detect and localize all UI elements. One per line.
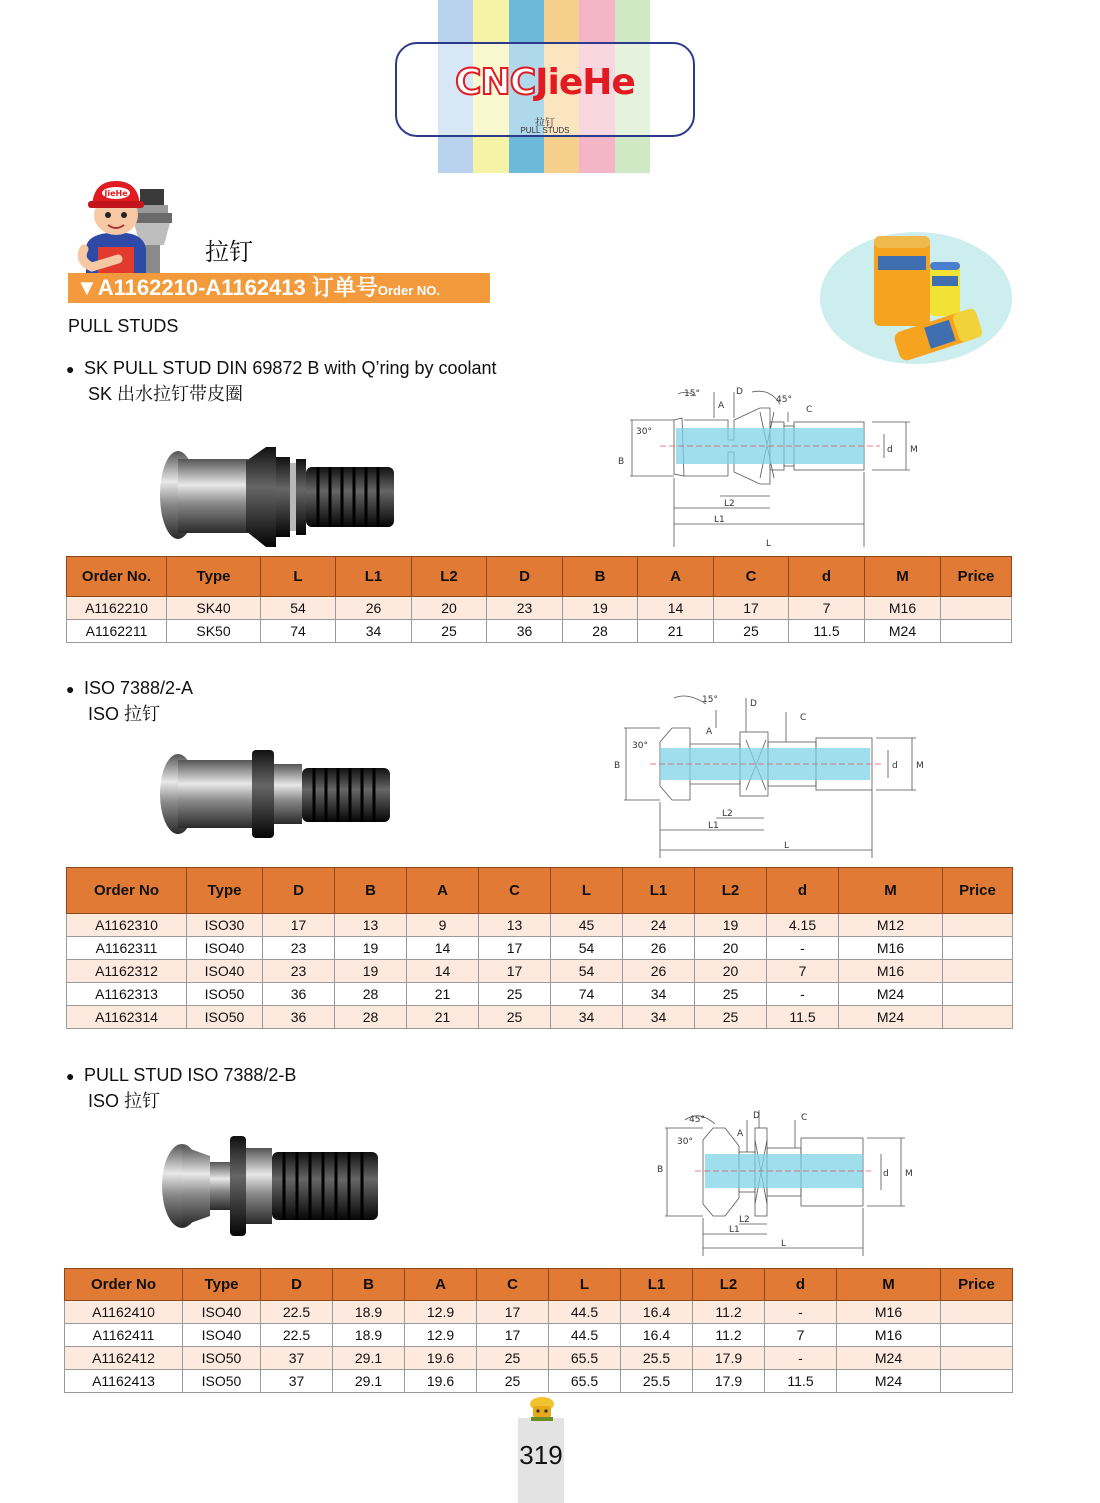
column-header: M: [865, 557, 941, 597]
dim-label-l2: L2: [722, 809, 733, 819]
dim-angle-15: 15°: [684, 389, 700, 399]
column-header: D: [263, 868, 335, 914]
price-cell: [941, 1347, 1013, 1370]
column-header: Order No: [65, 1269, 183, 1301]
table-cell: 20: [412, 597, 487, 620]
sk-pull-stud-drawing: [610, 382, 930, 552]
table-cell: 16.4: [621, 1301, 693, 1324]
table-cell: 54: [261, 597, 336, 620]
dim-label-a: A: [706, 727, 713, 737]
table-row: [65, 1347, 1013, 1370]
table-cell: ISO30: [187, 914, 263, 937]
table-cell: 25: [695, 983, 767, 1006]
table-cell: 65.5: [549, 1370, 621, 1393]
table-cell: 25.5: [621, 1347, 693, 1370]
table-row: [65, 1370, 1013, 1393]
table-cell: 11.2: [693, 1301, 765, 1324]
dim-label-m: M: [916, 761, 924, 771]
dim-label-d: d: [892, 761, 898, 771]
table-cell: M24: [837, 1370, 941, 1393]
dim-label-a: A: [718, 401, 725, 411]
sk-pull-stud-table: [66, 556, 1012, 643]
table-cell: 11.5: [765, 1370, 837, 1393]
order-number-cell: A1162314: [67, 1006, 187, 1029]
table-cell: 34: [551, 1006, 623, 1029]
table-row: [67, 597, 1012, 620]
table-cell: 26: [623, 937, 695, 960]
column-header: A: [407, 868, 479, 914]
order-number-cell: A1162310: [67, 914, 187, 937]
column-header: d: [767, 868, 839, 914]
table-cell: M24: [865, 620, 941, 643]
dim-label-l2: L2: [739, 1215, 750, 1225]
dim-label-c: C: [801, 1113, 808, 1123]
column-header: Price: [941, 1269, 1013, 1301]
dim-label-m: M: [905, 1169, 913, 1179]
table-cell: 19.6: [405, 1347, 477, 1370]
brand-logo: [395, 42, 695, 137]
table-cell: 54: [551, 960, 623, 983]
iso-b-pull-stud-drawing: [655, 1100, 915, 1260]
dim-label-l: L: [781, 1239, 787, 1249]
column-header: L2: [695, 868, 767, 914]
section-1-title: [66, 356, 497, 407]
order-label-cn: 订单号: [305, 275, 378, 300]
column-header: L2: [693, 1269, 765, 1301]
section-2-title-en: ISO 7388/2-A: [84, 678, 194, 698]
table-row: [65, 1324, 1013, 1347]
table-cell: 25: [477, 1370, 549, 1393]
iso-b-pull-stud-table: [64, 1268, 1013, 1393]
column-header: d: [765, 1269, 837, 1301]
bullet-icon: ●: [66, 361, 75, 377]
table-cell: 18.9: [333, 1324, 405, 1347]
column-header: M: [839, 868, 943, 914]
section-3-title-cn: ISO 拉钉: [88, 1091, 161, 1111]
table-cell: 17: [263, 914, 335, 937]
column-header: d: [789, 557, 865, 597]
table-cell: M16: [839, 937, 943, 960]
page-subtitle: PULL STUDS: [68, 316, 179, 336]
column-header: Type: [187, 868, 263, 914]
logo-subtitle-cn: 拉钉: [535, 118, 555, 129]
table-cell: ISO50: [187, 1006, 263, 1029]
table-cell: SK40: [167, 597, 261, 620]
order-number-cell: A1162312: [67, 960, 187, 983]
order-number-cell: A1162311: [67, 937, 187, 960]
dim-label-b: B: [618, 457, 625, 467]
dim-label-l1: L1: [714, 515, 725, 525]
column-header: L1: [336, 557, 412, 597]
column-header: C: [477, 1269, 549, 1301]
price-cell: [943, 937, 1013, 960]
bullet-icon: ●: [66, 681, 75, 697]
table-cell: 21: [407, 1006, 479, 1029]
table-cell: 17.9: [693, 1347, 765, 1370]
table-cell: 14: [407, 960, 479, 983]
column-header: Type: [167, 557, 261, 597]
dim-label-b: B: [657, 1165, 664, 1175]
price-cell: [941, 597, 1012, 620]
dim-label-l: L: [784, 841, 790, 851]
table-cell: 36: [263, 1006, 335, 1029]
section-3-title-en: PULL STUD ISO 7388/2-B: [84, 1065, 297, 1085]
table-cell: 17: [477, 1324, 549, 1347]
table-cell: 14: [407, 937, 479, 960]
table-cell: 37: [261, 1370, 333, 1393]
iso-b-pull-stud-photo: [160, 1134, 382, 1239]
table-cell: 28: [335, 983, 407, 1006]
dim-angle-45: 45°: [776, 395, 792, 405]
column-header: D: [261, 1269, 333, 1301]
column-header: B: [333, 1269, 405, 1301]
dim-label-l: L: [766, 539, 772, 549]
chef-mascot-icon: [528, 1396, 556, 1422]
table-cell: 25.5: [621, 1370, 693, 1393]
bullet-icon: ●: [66, 1068, 75, 1084]
table-cell: M16: [865, 597, 941, 620]
column-header: Price: [943, 868, 1013, 914]
dim-angle-15: 15°: [702, 695, 718, 705]
table-cell: M16: [837, 1301, 941, 1324]
table-cell: 20: [695, 960, 767, 983]
iso-a-pull-stud-photo: [158, 748, 394, 840]
section-1-title-en: SK PULL STUD DIN 69872 B with Q’ring by coolant: [84, 358, 497, 378]
table-cell: 34: [336, 620, 412, 643]
mascot-icon: [78, 175, 183, 275]
dim-angle-30: 30°: [677, 1137, 693, 1147]
table-cell: M24: [839, 1006, 943, 1029]
dim-angle-45: 45°: [689, 1115, 705, 1125]
price-cell: [941, 1370, 1013, 1393]
dim-label-a: A: [737, 1129, 744, 1139]
price-cell: [941, 620, 1012, 643]
table-cell: ISO40: [187, 960, 263, 983]
table-cell: 74: [261, 620, 336, 643]
table-cell: M16: [839, 960, 943, 983]
table-cell: 65.5: [549, 1347, 621, 1370]
table-cell: 17: [477, 1301, 549, 1324]
table-cell: 7: [789, 597, 865, 620]
column-header: A: [405, 1269, 477, 1301]
table-cell: 17: [714, 597, 789, 620]
table-cell: 17: [479, 960, 551, 983]
table-cell: 25: [412, 620, 487, 643]
dim-label-l1: L1: [729, 1225, 740, 1235]
table-row: [67, 983, 1013, 1006]
table-cell: 34: [623, 983, 695, 1006]
dim-label-d-upper: D: [753, 1111, 760, 1121]
price-cell: [941, 1324, 1013, 1347]
column-header: L1: [621, 1269, 693, 1301]
table-cell: 17.9: [693, 1370, 765, 1393]
table-cell: 74: [551, 983, 623, 1006]
sk-pull-stud-photo: [158, 445, 408, 550]
table-cell: 25: [477, 1347, 549, 1370]
order-number-cell: A1162412: [65, 1347, 183, 1370]
table-cell: 25: [479, 983, 551, 1006]
order-number-cell: A1162211: [67, 620, 167, 643]
section-2-title: [66, 676, 193, 727]
table-header-row: [65, 1269, 1013, 1301]
column-header: D: [487, 557, 563, 597]
table-cell: ISO40: [183, 1301, 261, 1324]
table-cell: 21: [638, 620, 714, 643]
table-cell: 19: [563, 597, 638, 620]
table-cell: -: [765, 1301, 837, 1324]
logo-subtitle-en: PULL STUDS: [520, 126, 570, 135]
table-cell: ISO40: [183, 1324, 261, 1347]
section-1-title-cn: SK 出水拉钉带皮圈: [88, 384, 244, 404]
price-cell: [943, 1006, 1013, 1029]
dim-label-c: C: [806, 405, 813, 415]
column-header: L2: [412, 557, 487, 597]
table-cell: 45: [551, 914, 623, 937]
column-header: Order No.: [67, 557, 167, 597]
column-header: A: [638, 557, 714, 597]
table-row: [65, 1301, 1013, 1324]
mascot-cap-text: JieHe: [104, 189, 128, 198]
table-cell: M24: [837, 1347, 941, 1370]
table-cell: 54: [551, 937, 623, 960]
column-header: C: [479, 868, 551, 914]
table-cell: 7: [765, 1324, 837, 1347]
table-cell: -: [765, 1347, 837, 1370]
column-header: L1: [623, 868, 695, 914]
price-cell: [943, 983, 1013, 1006]
section-3-title: [66, 1063, 296, 1114]
table-cell: SK50: [167, 620, 261, 643]
table-cell: 11.5: [789, 620, 865, 643]
column-header: L: [549, 1269, 621, 1301]
order-number-cell: A1162411: [65, 1324, 183, 1347]
dim-label-m: M: [910, 445, 918, 455]
column-header: Type: [183, 1269, 261, 1301]
table-cell: 12.9: [405, 1301, 477, 1324]
brand-wordmark: [397, 62, 693, 103]
table-row: [67, 1006, 1013, 1029]
table-cell: M16: [837, 1324, 941, 1347]
table-cell: 37: [261, 1347, 333, 1370]
table-cell: 34: [623, 1006, 695, 1029]
table-cell: M24: [839, 983, 943, 1006]
table-cell: 4.15: [767, 914, 839, 937]
table-cell: 20: [695, 937, 767, 960]
table-cell: 25: [695, 1006, 767, 1029]
table-cell: 25: [714, 620, 789, 643]
table-row: [67, 620, 1012, 643]
table-cell: 29.1: [333, 1370, 405, 1393]
dim-label-c: C: [800, 713, 807, 723]
order-number-cell: A1162413: [65, 1370, 183, 1393]
table-cell: 19.6: [405, 1370, 477, 1393]
section-2-title-cn: ISO 拉钉: [88, 704, 161, 724]
table-cell: 16.4: [621, 1324, 693, 1347]
table-cell: 17: [479, 937, 551, 960]
dim-label-l2: L2: [724, 499, 735, 509]
column-header: B: [335, 868, 407, 914]
table-cell: 14: [638, 597, 714, 620]
table-header-row: [67, 868, 1013, 914]
order-number-cell: A1162210: [67, 597, 167, 620]
table-cell: 19: [335, 960, 407, 983]
table-cell: ISO50: [183, 1370, 261, 1393]
table-cell: 23: [263, 937, 335, 960]
page-title-cn: 拉钉: [205, 239, 253, 266]
dim-label-d-upper: D: [750, 699, 757, 709]
column-header: C: [714, 557, 789, 597]
table-cell: 13: [479, 914, 551, 937]
table-row: [67, 914, 1013, 937]
table-cell: 18.9: [333, 1301, 405, 1324]
table-cell: 29.1: [333, 1347, 405, 1370]
order-range-banner: [68, 273, 490, 303]
table-cell: M12: [839, 914, 943, 937]
table-cell: 23: [263, 960, 335, 983]
table-cell: 19: [695, 914, 767, 937]
table-cell: 36: [487, 620, 563, 643]
column-header: Price: [941, 557, 1012, 597]
table-cell: 26: [336, 597, 412, 620]
product-packaging-photo: [818, 228, 1014, 366]
table-cell: 24: [623, 914, 695, 937]
table-cell: 7: [767, 960, 839, 983]
dim-label-d-upper: D: [736, 387, 743, 397]
iso-a-pull-stud-drawing: [610, 690, 930, 860]
brand-name: JieHe: [535, 62, 635, 103]
table-cell: 13: [335, 914, 407, 937]
order-number-cell: A1162313: [67, 983, 187, 1006]
dim-label-l1: L1: [708, 821, 719, 831]
table-cell: 44.5: [549, 1324, 621, 1347]
table-cell: 11.5: [767, 1006, 839, 1029]
table-cell: -: [767, 937, 839, 960]
table-cell: -: [767, 983, 839, 1006]
price-cell: [941, 1301, 1013, 1324]
price-cell: [943, 914, 1013, 937]
iso-a-pull-stud-table: [66, 867, 1013, 1029]
table-row: [67, 937, 1013, 960]
table-cell: 44.5: [549, 1301, 621, 1324]
dim-angle-30: 30°: [636, 427, 652, 437]
table-cell: 36: [263, 983, 335, 1006]
dim-label-b: B: [614, 761, 621, 771]
table-cell: 22.5: [261, 1324, 333, 1347]
dim-label-d: d: [887, 445, 893, 455]
table-cell: 28: [563, 620, 638, 643]
table-cell: 26: [623, 960, 695, 983]
column-header: B: [563, 557, 638, 597]
column-header: L: [261, 557, 336, 597]
table-cell: ISO50: [187, 983, 263, 1006]
dim-label-d: d: [883, 1169, 889, 1179]
table-cell: 28: [335, 1006, 407, 1029]
column-header: M: [837, 1269, 941, 1301]
order-label-en: Order NO.: [377, 283, 440, 298]
table-cell: 19: [335, 937, 407, 960]
table-cell: 21: [407, 983, 479, 1006]
price-cell: [943, 960, 1013, 983]
table-cell: ISO40: [187, 937, 263, 960]
table-row: [67, 960, 1013, 983]
table-cell: 9: [407, 914, 479, 937]
table-cell: 25: [479, 1006, 551, 1029]
table-header-row: [67, 557, 1012, 597]
page-number: 319: [519, 1440, 563, 1470]
table-cell: 12.9: [405, 1324, 477, 1347]
table-cell: 22.5: [261, 1301, 333, 1324]
table-cell: 23: [487, 597, 563, 620]
table-cell: 11.2: [693, 1324, 765, 1347]
order-range: ▼A1162210-A1162413: [76, 275, 306, 300]
column-header: Order No: [67, 868, 187, 914]
brand-cnc: CNC: [455, 62, 536, 103]
dim-angle-30: 30°: [632, 741, 648, 751]
column-header: L: [551, 868, 623, 914]
order-number-cell: A1162410: [65, 1301, 183, 1324]
table-cell: ISO50: [183, 1347, 261, 1370]
